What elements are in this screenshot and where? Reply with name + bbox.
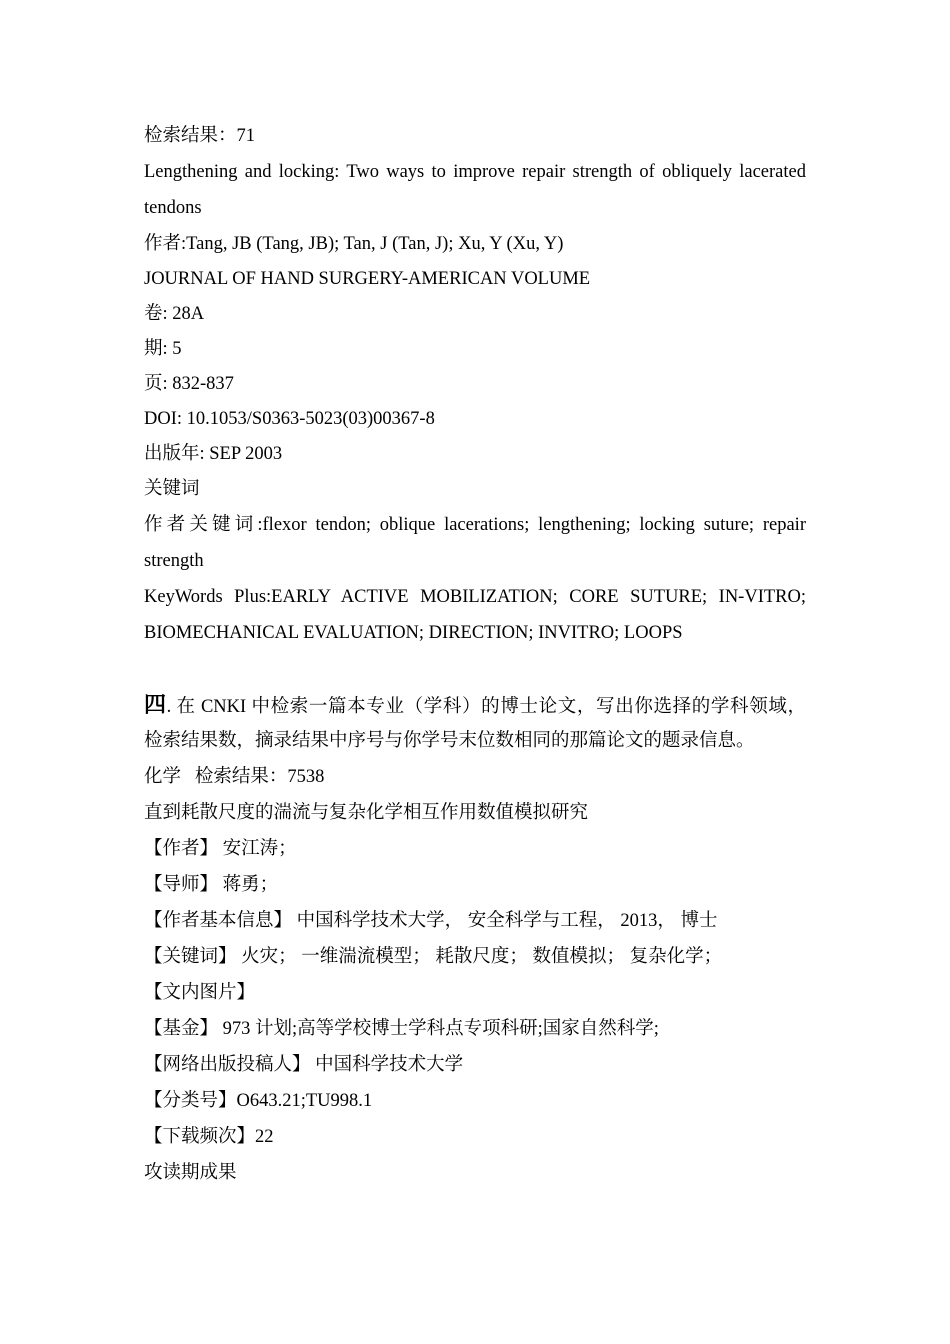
thesis-funding: 【基金】 973 计划;高等学校博士学科点专项科研;国家自然科学; [144, 1019, 659, 1039]
thesis-keywords: 【关键词】 火灾； 一维湍流模型； 耗散尺度； 数值模拟； 复杂化学； [144, 947, 723, 967]
result-count: 检索结果：71 [144, 126, 256, 146]
author-keywords-line2: strength [144, 551, 204, 571]
document-content [144, 118, 806, 1191]
article-title-line1: Lengthening and locking: Two ways to improve repair strength of obliquely lacerated [144, 162, 806, 182]
thesis-author-info: 【作者基本信息】 中国科学技术大学， 安全科学与工程， 2013， 博士 [144, 911, 718, 931]
article-authors: 作者:Tang, JB (Tang, JB); Tan, J (Tan, J); Xu, Y (Xu, Y) [144, 234, 564, 254]
volume: 卷: 28A [144, 304, 205, 324]
thesis-figures: 【文内图片】 [144, 983, 256, 1003]
section-4-question-line1 [144, 687, 806, 723]
keywords-plus-line1: KeyWords Plus:EARLY ACTIVE MOBILIZATION; CORE SUTURE; IN-VITRO; [144, 587, 806, 607]
author-keywords-line1: 作者关键词:flexor tendon; oblique lacerations; lengthening; locking suture; repair [144, 515, 806, 535]
question-text-line2: 检索结果数，摘录结果中序号与你学号末位数相同的那篇论文的题录信息。 [144, 731, 755, 751]
keywords-plus-line2: BIOMECHANICAL EVALUATION; DIRECTION; INVITRO; LOOPS [144, 623, 683, 643]
journal-name: JOURNAL OF HAND SURGERY-AMERICAN VOLUME [144, 269, 591, 289]
question-text-line1: . 在 CNKI 中检索一篇本专业（学科）的博士论文，写出你选择的学科领域， [166, 697, 806, 717]
keywords-heading: 关键词 [144, 479, 200, 499]
thesis-author: 【作者】 安江涛； [144, 839, 297, 859]
section-spacer [144, 651, 806, 687]
thesis-advisor: 【导师】 蒋勇； [144, 875, 279, 895]
issue: 期: 5 [144, 339, 182, 359]
doi: DOI: 10.1053/S0363-5023(03)00367-8 [144, 409, 435, 429]
pages: 页: 832-837 [144, 374, 234, 394]
thesis-classification: 【分类号】O643.21;TU998.1 [144, 1091, 373, 1111]
article-title-line2: tendons [144, 198, 202, 218]
thesis-publisher: 【网络出版投稿人】 中国科学技术大学 [144, 1055, 464, 1075]
thesis-title: 直到耗散尺度的湍流与复杂化学相互作用数值模拟研究 [144, 803, 589, 823]
field-and-count: 化学 检索结果：7538 [144, 767, 325, 787]
publish-date: 出版年: SEP 2003 [144, 444, 283, 464]
section-number: 四 [144, 692, 167, 717]
thesis-achievements: 攻读期成果 [144, 1163, 237, 1183]
thesis-downloads: 【下载频次】22 [144, 1127, 274, 1147]
